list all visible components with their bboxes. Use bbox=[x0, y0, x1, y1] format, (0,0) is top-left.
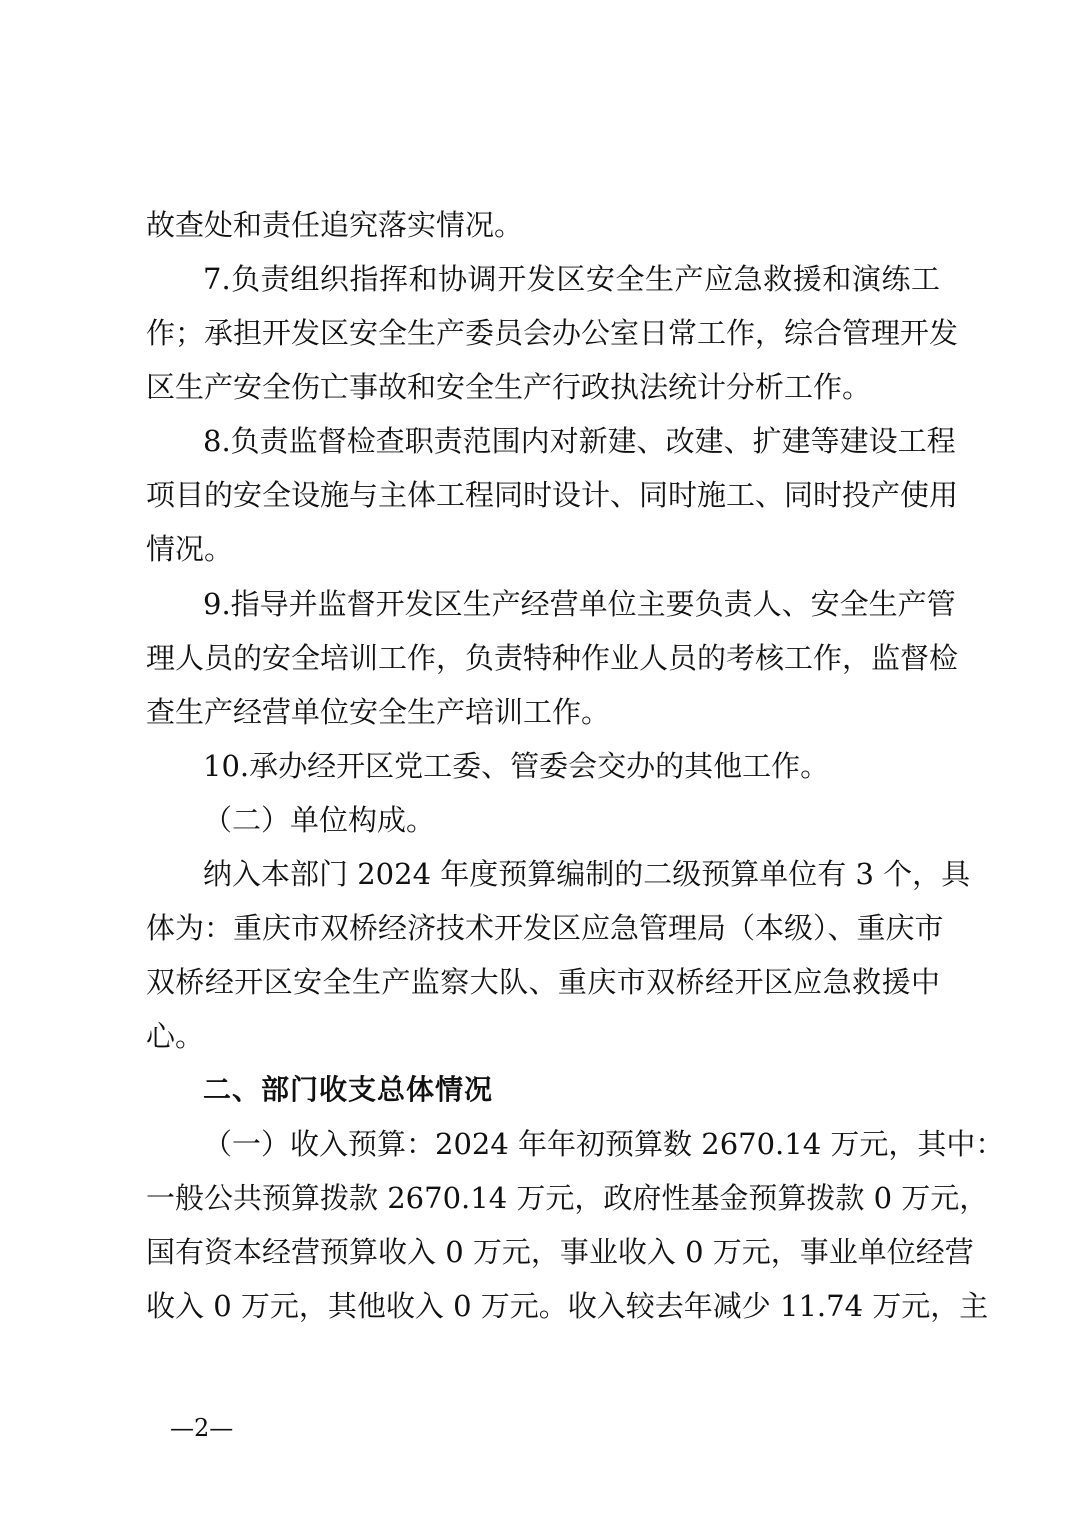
text-line: 8.负责监督检查职责范围内对新建、改建、扩建等建设工程 bbox=[203, 424, 956, 458]
text-line: 心。 bbox=[146, 1019, 205, 1053]
text-line: 查生产经营单位安全生产培训工作。 bbox=[146, 695, 611, 729]
text-line: 双桥经开区安全生产监察大队、重庆市双桥经开区应急救援中 bbox=[146, 965, 940, 999]
text-line: 收入 0 万元，其他收入 0 万元。收入较去年减少 11.74 万元，主 bbox=[146, 1289, 989, 1323]
text-line: 10.承办经开区党工委、管委会交办的其他工作。 bbox=[203, 749, 830, 783]
text-line: 9.指导并监督开发区生产经营单位主要负责人、安全生产管 bbox=[203, 587, 956, 621]
text-line: 国有资本经营预算收入 0 万元，事业收入 0 万元，事业单位经营 bbox=[146, 1235, 974, 1269]
text-line: 理人员的安全培训工作，负责特种作业人员的考核工作，监督检 bbox=[146, 641, 959, 675]
text-line: 情况。 bbox=[146, 532, 234, 566]
text-line: 7.负责组织指挥和协调开发区安全生产应急救援和演练工 bbox=[203, 262, 940, 296]
text-line: 一般公共预算拨款 2670.14 万元，政府性基金预算拨款 0 万元， bbox=[146, 1181, 989, 1215]
page-number: —2— bbox=[170, 1414, 234, 1442]
text-line: 体为：重庆市双桥经济技术开发区应急管理局（本级）、重庆市 bbox=[146, 911, 944, 945]
section-heading: 二、部门收支总体情况 bbox=[203, 1073, 494, 1106]
text-line: 故查处和责任追究落实情况。 bbox=[146, 208, 524, 242]
text-line: 项目的安全设施与主体工程同时设计、同时施工、同时投产使用 bbox=[146, 478, 959, 512]
text-line: 作；承担开发区安全生产委员会办公室日常工作，综合管理开发 bbox=[146, 316, 959, 350]
text-line: 区生产安全伤亡事故和安全生产行政执法统计分析工作。 bbox=[146, 370, 872, 404]
text-line: 纳入本部门 2024 年度预算编制的二级预算单位有 3 个，具 bbox=[203, 857, 971, 891]
section-subheading: （二）单位构成。 bbox=[203, 803, 436, 837]
text-line: （一）收入预算：2024 年年初预算数 2670.14 万元，其中： bbox=[203, 1127, 1005, 1161]
